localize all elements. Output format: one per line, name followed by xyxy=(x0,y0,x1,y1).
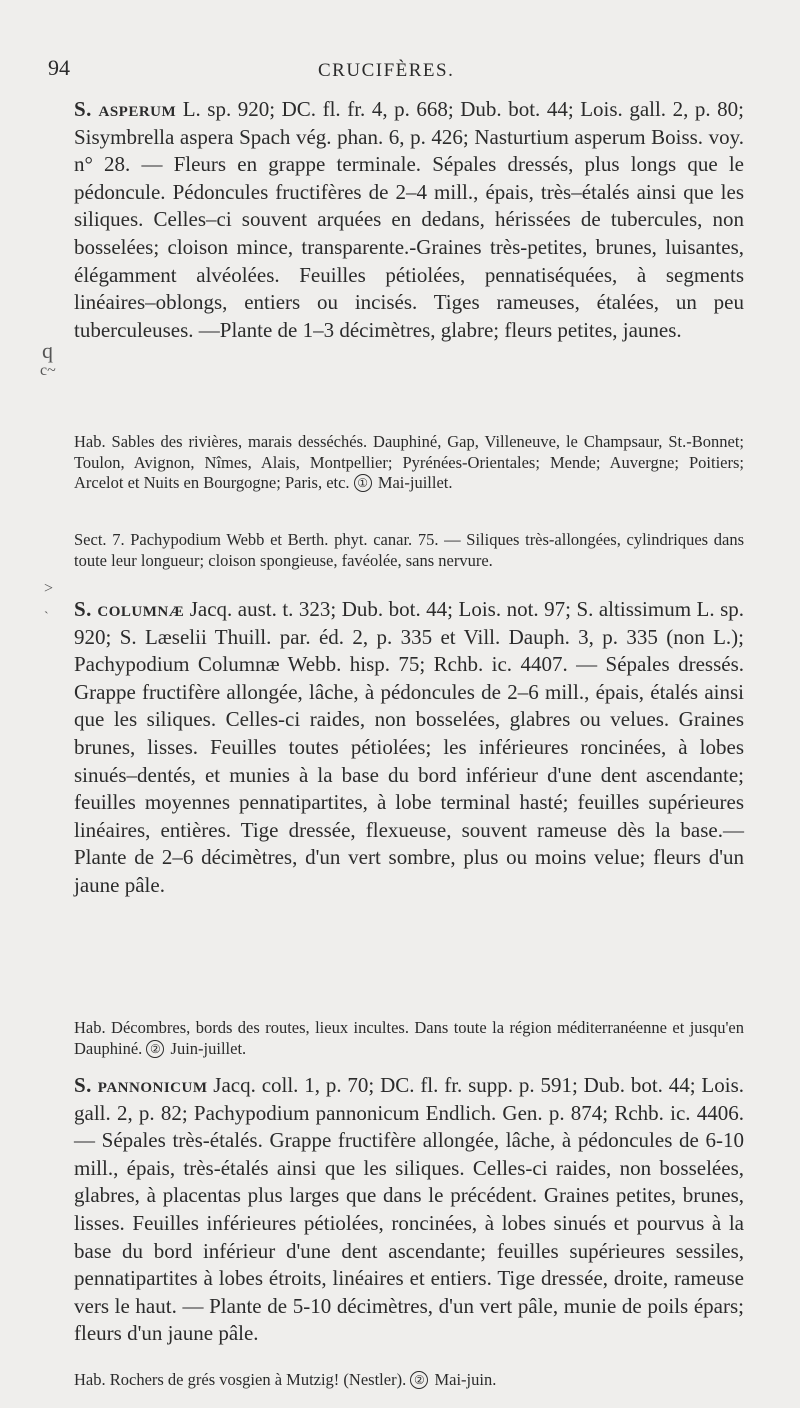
species-description: Jacq. coll. 1, p. 70; DC. fl. fr. supp. p. 591; Dub. bot. 44; Lois. gall. 2, p. 82; Pachypodium pannonicum Endlich. Gen. p. 874; Rchb. ic. 4406. — Sépales très-étalés. Grappe fructifère allongée, lâche, à pédoncules de 6-10 mill., épais, très-étalés ainsi que les siliques. Celles-ci raides, non bosselées, glabres, à placentas plus larges que dans le précédent. Graines petites, brunes, lisses. Feuilles inférieures pétiolées, roncinées, à lobes sinués et pourvus à la base du bord inférieur d'une dent ascendante; feuilles supérieures sessiles, pennatipartites à lobes étroits, linéaires et entiers. Tige dressée, droite, rameuse vers le haut. — Plante de 5-10 décimètres, d'un vert pâle, munie de poils épars; fleurs d'un jaune pâle. xyxy=(74,1073,744,1346)
species-entry-columnae xyxy=(74,596,744,900)
species-description: Jacq. aust. t. 323; Dub. bot. 44; Lois. not. 97; S. altissimum L. sp. 920; S. Læselii Thuill. par. éd. 2, p. 335 et Vill. Dauph. 3, p. 335 (non L.); Pachypodium Columnæ Webb. hisp. 75; Rchb. ic. 4407. — Sépales dressés. Grappe fructifère allongée, lâche, à pédoncules de 2–6 mill., épais, étalés ainsi que les siliques. Celles-ci raides, non bosselées, glabres ou velues. Graines brunes, lisses. Feuilles toutes pétiolées; les inférieures roncinées, à lobes sinués–dentés, et munies à la base du bord inférieur d'une dent ascendante; feuilles moyennes pennatipartites, à lobe terminal hasté; feuilles supérieures linéaires, entières. Tige dressée, flexueuse, souvent rameuse dès la base.— Plante de 2–6 décimètres, d'un vert sombre, plus ou moins velue; fleurs d'un jaune pâle. xyxy=(74,597,745,897)
habitat-note xyxy=(74,432,744,494)
page-number: 94 xyxy=(48,55,70,80)
biennial-symbol: ② xyxy=(410,1371,428,1389)
genus-abbrev: S. xyxy=(74,1073,92,1097)
habitat-text: Hab. Sables des rivières, marais desséchés. Dauphiné, Gap, Villeneuve, le Champsaur, St.-Bonnet; Toulon, Avignon, Nîmes, Alais, Montpellier; Pyrénées-Orientales; Mende; Auvergne; Poitiers; Arcelot et Nuits en Bourgogne; Paris, etc. xyxy=(74,432,744,492)
section-note: Sect. 7. Pachypodium Webb et Berth. phyt. canar. 75. — Siliques très-allongées, cylindriques dans toute leur longueur; cloison spongieuse, favéolée, sans nervure. xyxy=(74,530,744,570)
habitat-text: Hab. Rochers de grés vosgien à Mutzig! (Nestler). xyxy=(74,1370,407,1389)
running-head: CRUCIFÈRES. xyxy=(318,60,455,81)
habitat-text: Hab. Décombres, bords des routes, lieux incultes. Dans toute la région méditerranéenne et jusqu'en Dauphiné. xyxy=(74,1018,744,1058)
genus-abbrev: S. xyxy=(74,597,92,621)
flowering-period: Mai-juillet. xyxy=(377,473,453,492)
species-name: columnæ xyxy=(97,597,185,621)
margin-mark: q xyxy=(42,338,53,363)
species-entry-asperum xyxy=(74,96,744,344)
habitat-note xyxy=(74,1370,744,1391)
margin-mark: > xyxy=(44,580,54,597)
margin-mark: ` xyxy=(44,610,49,625)
species-name: asperum xyxy=(98,97,177,121)
genus-abbrev: S. xyxy=(74,97,92,121)
habitat-note xyxy=(74,1018,744,1059)
flowering-period: Mai-juin. xyxy=(434,1370,497,1389)
margin-mark: c~ xyxy=(40,362,56,379)
species-name: pannonicum xyxy=(97,1073,208,1097)
species-description: L. sp. 920; DC. fl. fr. 4, p. 668; Dub. bot. 44; Lois. gall. 2, p. 80; Sisymbrella aspera Spach vég. phan. 6, p. 426; Nasturtium asperum Boiss. voy. n° 28. — Fleurs en grappe terminale. Sépales dressés, plus longs que le pédoncule. Pédoncules fructifères de 2–4 mill., épais, très–étalés ainsi que les siliques. Celles–ci souvent arquées en dedans, hérissées de tubercules, non bosselées; cloison mince, transparente.-Graines très-petites, brunes, luisantes, élégamment alvéolées. Feuilles pétiolées, pennatiséquées, à segments linéaires–oblongs, entiers ou incisés. Tiges rameuses, étalées, un peu tuberculeuses. —Plante de 1–3 décimètres, glabre; fleurs petites, jaunes. xyxy=(74,97,745,342)
annual-symbol: ① xyxy=(354,474,372,492)
species-entry-pannonicum xyxy=(74,1072,744,1348)
biennial-symbol: ② xyxy=(146,1040,164,1058)
flowering-period: Juin-juillet. xyxy=(170,1038,247,1058)
